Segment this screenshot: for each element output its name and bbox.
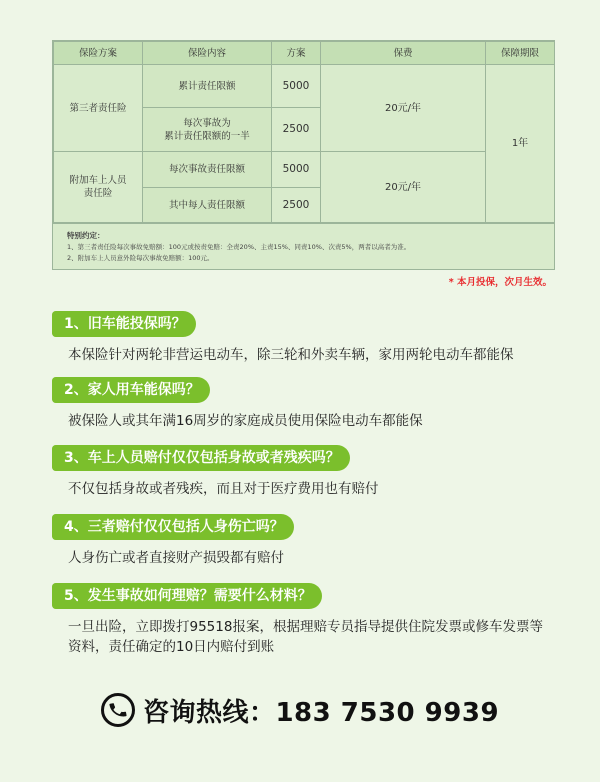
amount-cell: 5000 xyxy=(272,152,321,188)
fee-cell: 20元/年 xyxy=(321,152,486,223)
header-fee: 保费 xyxy=(321,42,486,65)
answer-text: 一旦出险，立即拨打95518报案，根据理赔专员指导提供住院发票或修车发票等资料，责任确定的10日内赔付到账 xyxy=(68,619,543,655)
hotline xyxy=(0,690,600,730)
content-cell: 每次事故责任限额 xyxy=(143,152,272,188)
question-pill: 1、旧车能投保吗？ xyxy=(52,311,196,337)
qa-item xyxy=(52,311,548,365)
plan-passenger xyxy=(54,152,143,223)
special-terms xyxy=(53,223,554,269)
answer-text: 被保险人或其年满16周岁的家庭成员使用保险电动车都能保 xyxy=(68,413,423,429)
table-header-row xyxy=(54,42,555,65)
question-pill: 5、发生事故如何理赔？需要什么材料？ xyxy=(52,583,322,609)
effective-notice: * 本月投保，次月生效。 xyxy=(448,277,552,288)
fee-cell: 20元/年 xyxy=(321,65,486,152)
header-amount: 方案 xyxy=(272,42,321,65)
header-content: 保险内容 xyxy=(143,42,272,65)
table-row xyxy=(54,152,555,188)
special-terms-title: 特别约定： xyxy=(67,231,105,240)
amount-cell: 5000 xyxy=(272,65,321,108)
content-cell: 累计责任限额 xyxy=(143,65,272,108)
answer-text: 不仅包括身故或者残疾，而且对于医疗费用也有赔付 xyxy=(68,481,379,497)
content-cell: 其中每人责任限额 xyxy=(143,188,272,223)
table-row xyxy=(54,65,555,108)
header-period: 保障期限 xyxy=(486,42,555,65)
phone-glyph xyxy=(108,700,128,720)
insurance-plan-table xyxy=(53,41,555,223)
insurance-table-panel xyxy=(52,40,555,270)
special-term-item: 2、附加车上人员意外险每次事故免赔额：100元。 xyxy=(67,254,214,262)
content-cell xyxy=(143,108,272,152)
question-pill: 2、家人用车能保吗？ xyxy=(52,377,210,403)
qa-item xyxy=(52,514,548,568)
qa-item xyxy=(52,445,548,499)
qa-item xyxy=(52,583,548,657)
plan-line: 附加车上人员 xyxy=(69,175,127,186)
plan-third-party: 第三者责任险 xyxy=(54,65,143,152)
content-line: 累计责任限额的一半 xyxy=(164,130,250,142)
amount-cell: 2500 xyxy=(272,188,321,223)
question-pill: 3、车上人员赔付仅仅包括身故或者残疾吗？ xyxy=(52,445,350,471)
phone-icon xyxy=(101,693,135,727)
period-cell: 1年 xyxy=(486,65,555,223)
question-pill: 4、三者赔付仅仅包括人身伤亡吗？ xyxy=(52,514,294,540)
answer-text: 人身伤亡或者直接财产损毁都有赔付 xyxy=(68,550,284,566)
content-line: 每次事故为 xyxy=(183,117,231,129)
amount-cell: 2500 xyxy=(272,108,321,152)
header-plan: 保险方案 xyxy=(54,42,143,65)
plan-line: 责任险 xyxy=(83,188,113,199)
qa-item xyxy=(52,377,548,431)
answer-text: 本保险针对两轮非营运电动车，除三轮和外卖车辆，家用两轮电动车都能保 xyxy=(68,347,514,363)
special-term-item: 1、第三者责任险每次事故免赔额：100元或按责免赔：全责20%、主责15%、同责10%、次责5%，两者以高者为准。 xyxy=(67,243,411,251)
hotline-number[interactable]: 咨询热线：183 7530 9939 xyxy=(142,697,500,728)
